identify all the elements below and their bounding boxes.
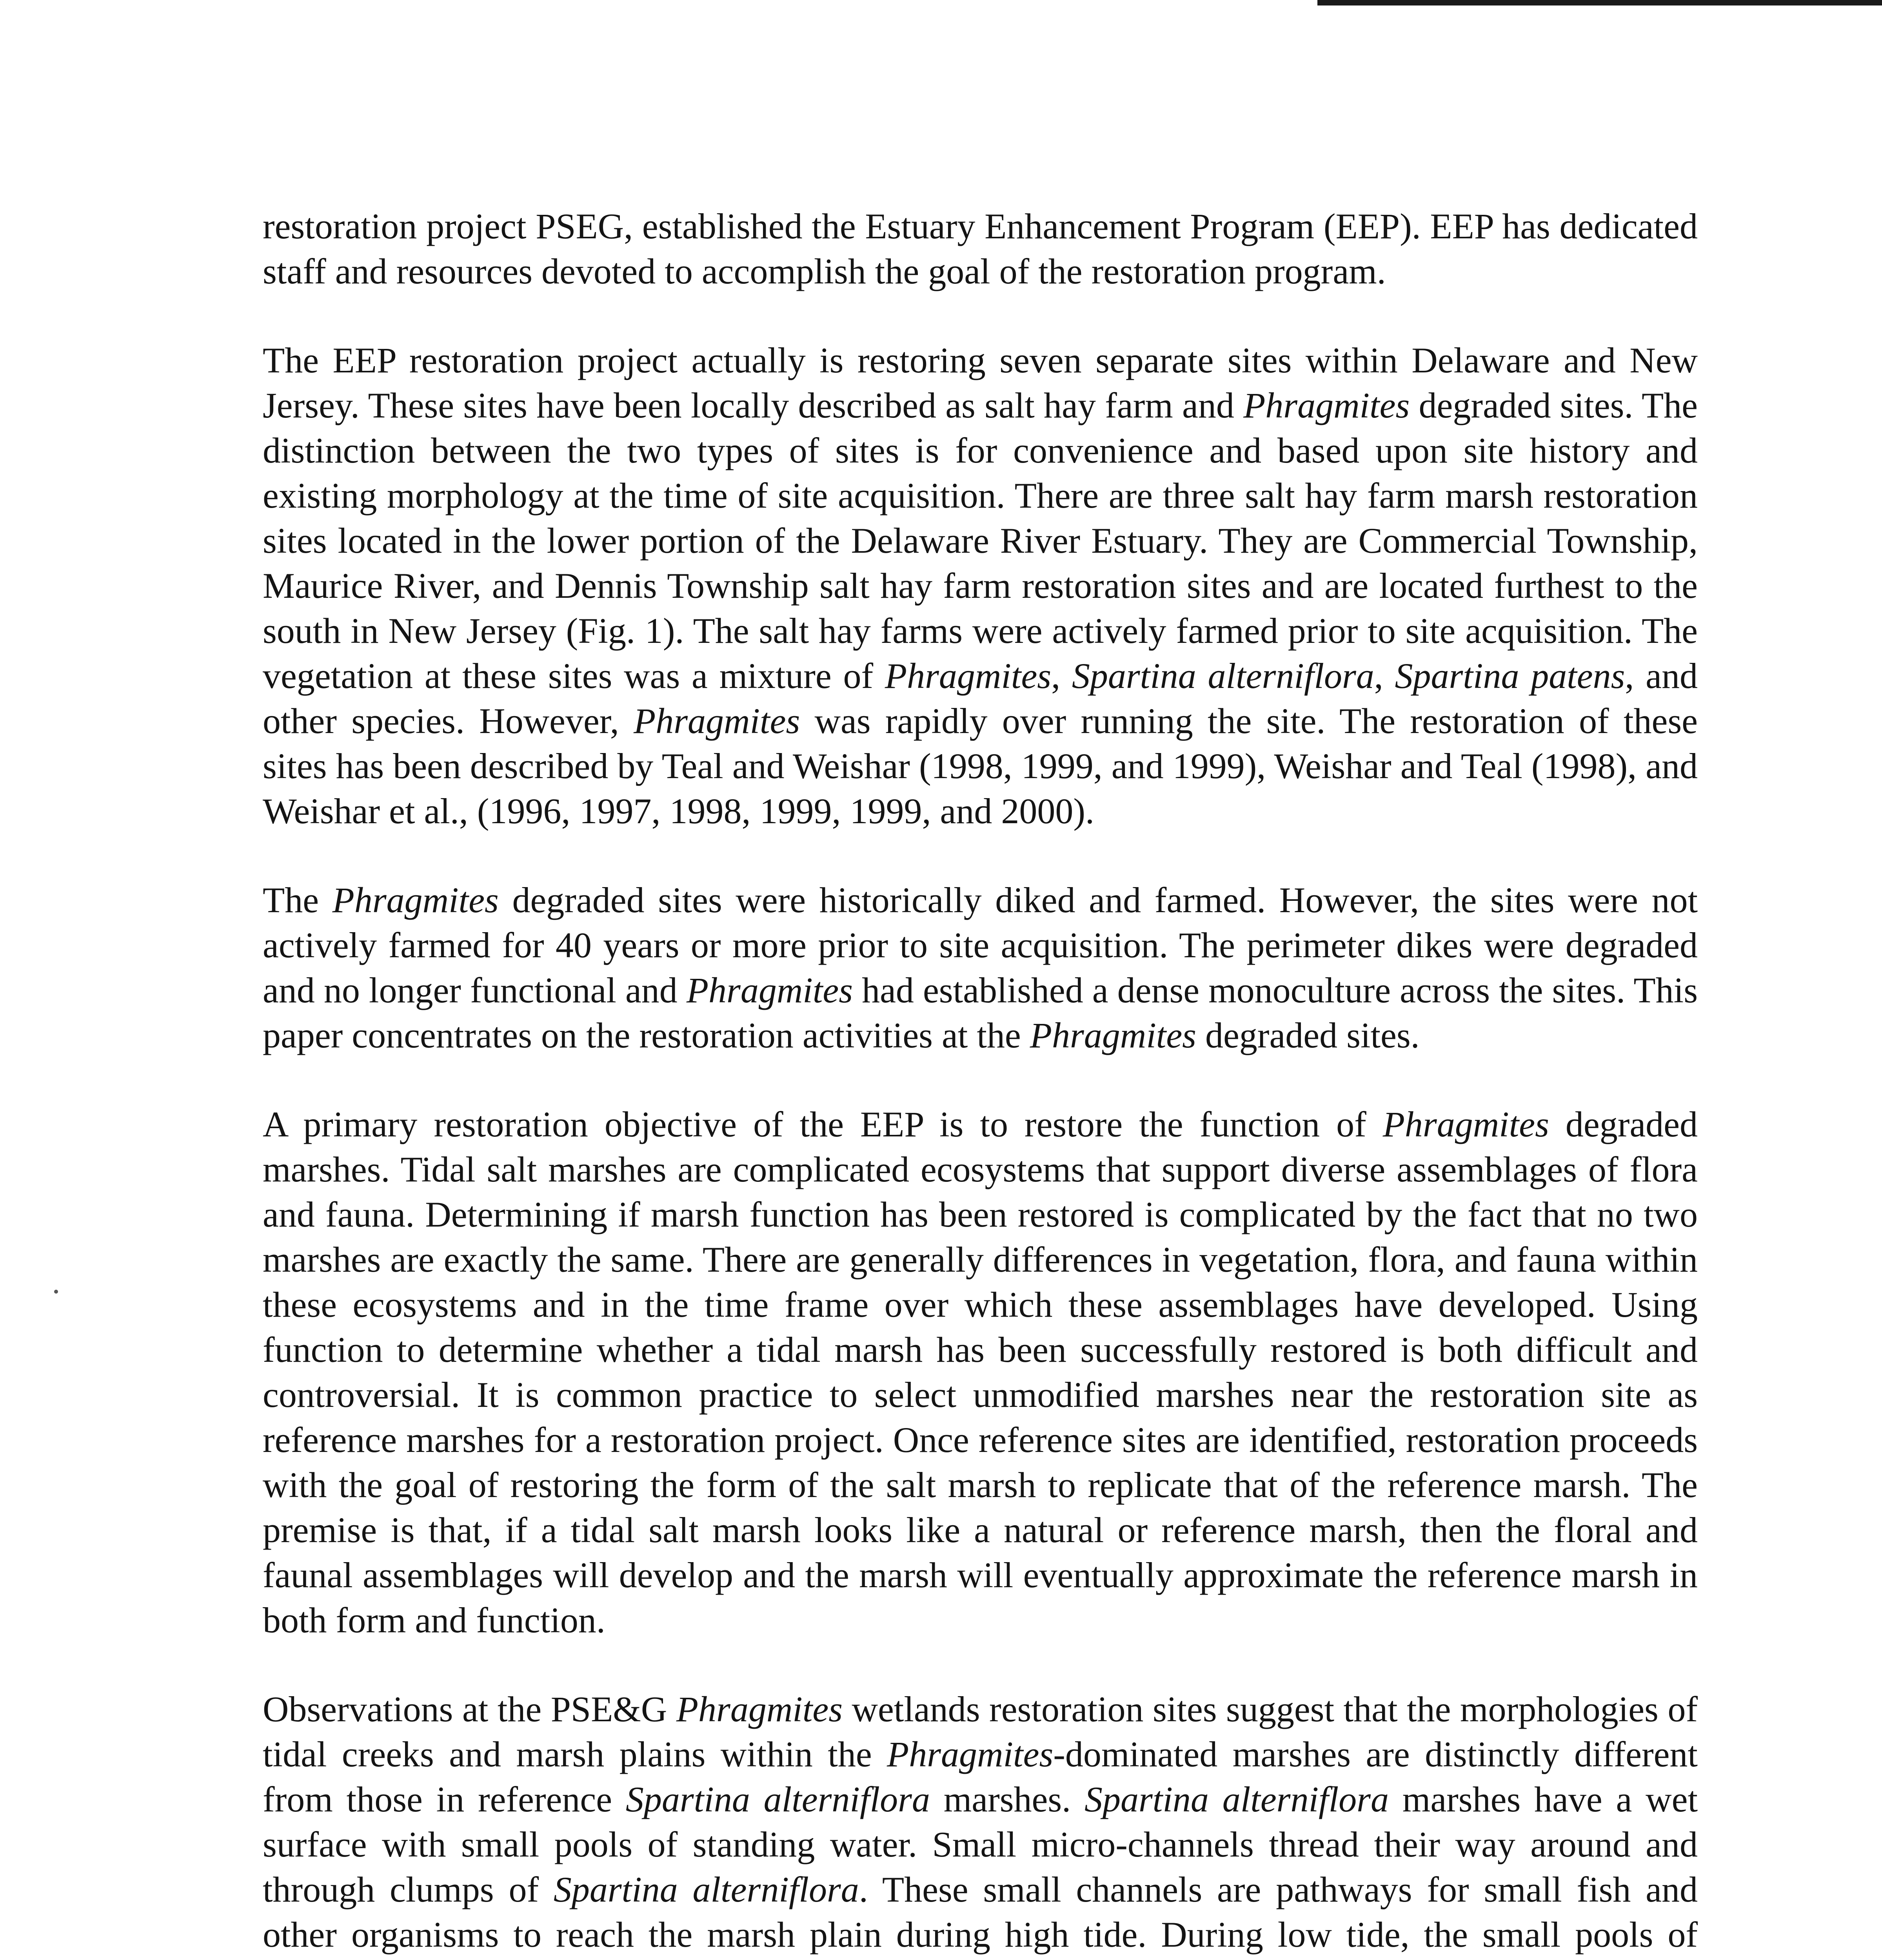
italic-text-run: Spartina alterniflora bbox=[1072, 656, 1374, 696]
paragraph bbox=[263, 204, 1698, 294]
text-run: was rapidly over running the site. The restoration of these sites has been described by Teal and Weishar (1998, 1999, and 1999), Weishar and Teal (1998), and Weishar et al., (1996, 1997, 1998, 1999, 1999, and 2000). bbox=[263, 701, 1698, 831]
document-body bbox=[263, 204, 1698, 1960]
italic-text-run: Phragmites bbox=[686, 970, 853, 1010]
text-run: restoration project PSEG, established the Estuary Enhancement Program (EEP). EEP has dedicated staff and resources devoted to accomplish the goal of the restoration program. bbox=[263, 206, 1698, 291]
text-run: Observations at the PSE&G bbox=[263, 1689, 676, 1729]
italic-text-run: Phragmites bbox=[1030, 1015, 1196, 1055]
text-run: A primary restoration objective of the EEP is to restore the function of bbox=[263, 1104, 1383, 1144]
text-run: , bbox=[1051, 656, 1072, 696]
italic-text-run: Spartina patens bbox=[1395, 656, 1625, 696]
paragraph bbox=[263, 1102, 1698, 1643]
text-run: marshes. bbox=[930, 1779, 1085, 1819]
italic-text-run: Phragmites bbox=[634, 701, 800, 741]
text-run: wetlands restoration sites suggest that the morphologies of tidal creeks and marsh plains within the bbox=[263, 1689, 1698, 1774]
text-run: degraded sites were historically diked and farmed. However, the sites were not actively farmed for 40 years or more prior to site acquisition. The perimeter dikes were degraded and no longer functional and bbox=[263, 880, 1698, 1010]
text-run: marshes have a wet surface with small pools of standing water. Small micro-channels thread their way around and through clumps of bbox=[263, 1779, 1698, 1909]
italic-text-run: Phragmites bbox=[885, 656, 1052, 696]
italic-text-run: Phragmites bbox=[1243, 385, 1410, 425]
text-run: , and other species. However, bbox=[263, 656, 1698, 741]
italic-text-run: Phragmites bbox=[1382, 1104, 1549, 1144]
text-run: The EEP restoration project actually is restoring seven separate sites within Delaware and New Jersey. These sites have been locally described as salt hay farm and bbox=[263, 340, 1698, 425]
scan-edge-rule bbox=[1317, 0, 1882, 5]
paragraph bbox=[263, 1687, 1698, 1960]
text-run: . These small channels are pathways for small fish and other organisms to reach the marsh plain during high tide. During low tide, the small pools of bbox=[263, 1869, 1698, 1955]
italic-text-run: Spartina alterniflora bbox=[625, 1779, 930, 1819]
paragraph bbox=[263, 878, 1698, 1058]
scan-speck bbox=[54, 1290, 58, 1294]
italic-text-run: Spartina alterniflora bbox=[553, 1869, 859, 1909]
text-run: , bbox=[1374, 656, 1395, 696]
text-run: The bbox=[263, 880, 332, 920]
paragraph bbox=[263, 338, 1698, 834]
italic-text-run: Phragmites bbox=[676, 1689, 843, 1729]
italic-text-run: Phragmites bbox=[332, 880, 499, 920]
text-run: -dominated marshes are distinctly different from those in reference bbox=[263, 1734, 1698, 1819]
italic-text-run: Phragmites bbox=[887, 1734, 1054, 1774]
text-run: degraded sites. bbox=[1196, 1015, 1420, 1055]
text-run: degraded sites. The distinction between the two types of sites is for convenience and based upon site history and existing morphology at the time of site acquisition. There are three salt hay farm marsh restoration sites located in the lower portion of the Delaware River Estuary. They are Commercial Township, Maurice River, and Dennis Township salt hay farm restoration sites and are located furthest to the south in New Jersey (Fig. 1). The salt hay farms were actively farmed prior to site acquisition. The vegetation at these sites was a mixture of bbox=[263, 385, 1698, 696]
text-run: had established a dense monoculture across the sites. This paper concentrates on the restoration activities at the bbox=[263, 970, 1698, 1055]
italic-text-run: Spartina alterniflora bbox=[1084, 1779, 1389, 1819]
text-run: degraded marshes. Tidal salt marshes are complicated ecosystems that support diverse assemblages of flora and fauna. Determining if marsh function has been restored is complicated by the fact that no two marshes are exactly the same. There are generally differences in vegetation, flora, and fauna within these ecosystems and in the time frame over which these assemblages have developed. Using function to determine whether a tidal marsh has been successfully restored is both difficult and controversial. It is common practice to select unmodified marshes near the restoration site as reference marshes for a restoration project. Once reference sites are identified, restoration proceeds with the goal of restoring the form of the salt marsh to replicate that of the reference marsh. The premise is that, if a tidal salt marsh looks like a natural or reference marsh, then the floral and faunal assemblages will develop and the marsh will eventually approximate the reference marsh in both form and function. bbox=[263, 1104, 1698, 1640]
